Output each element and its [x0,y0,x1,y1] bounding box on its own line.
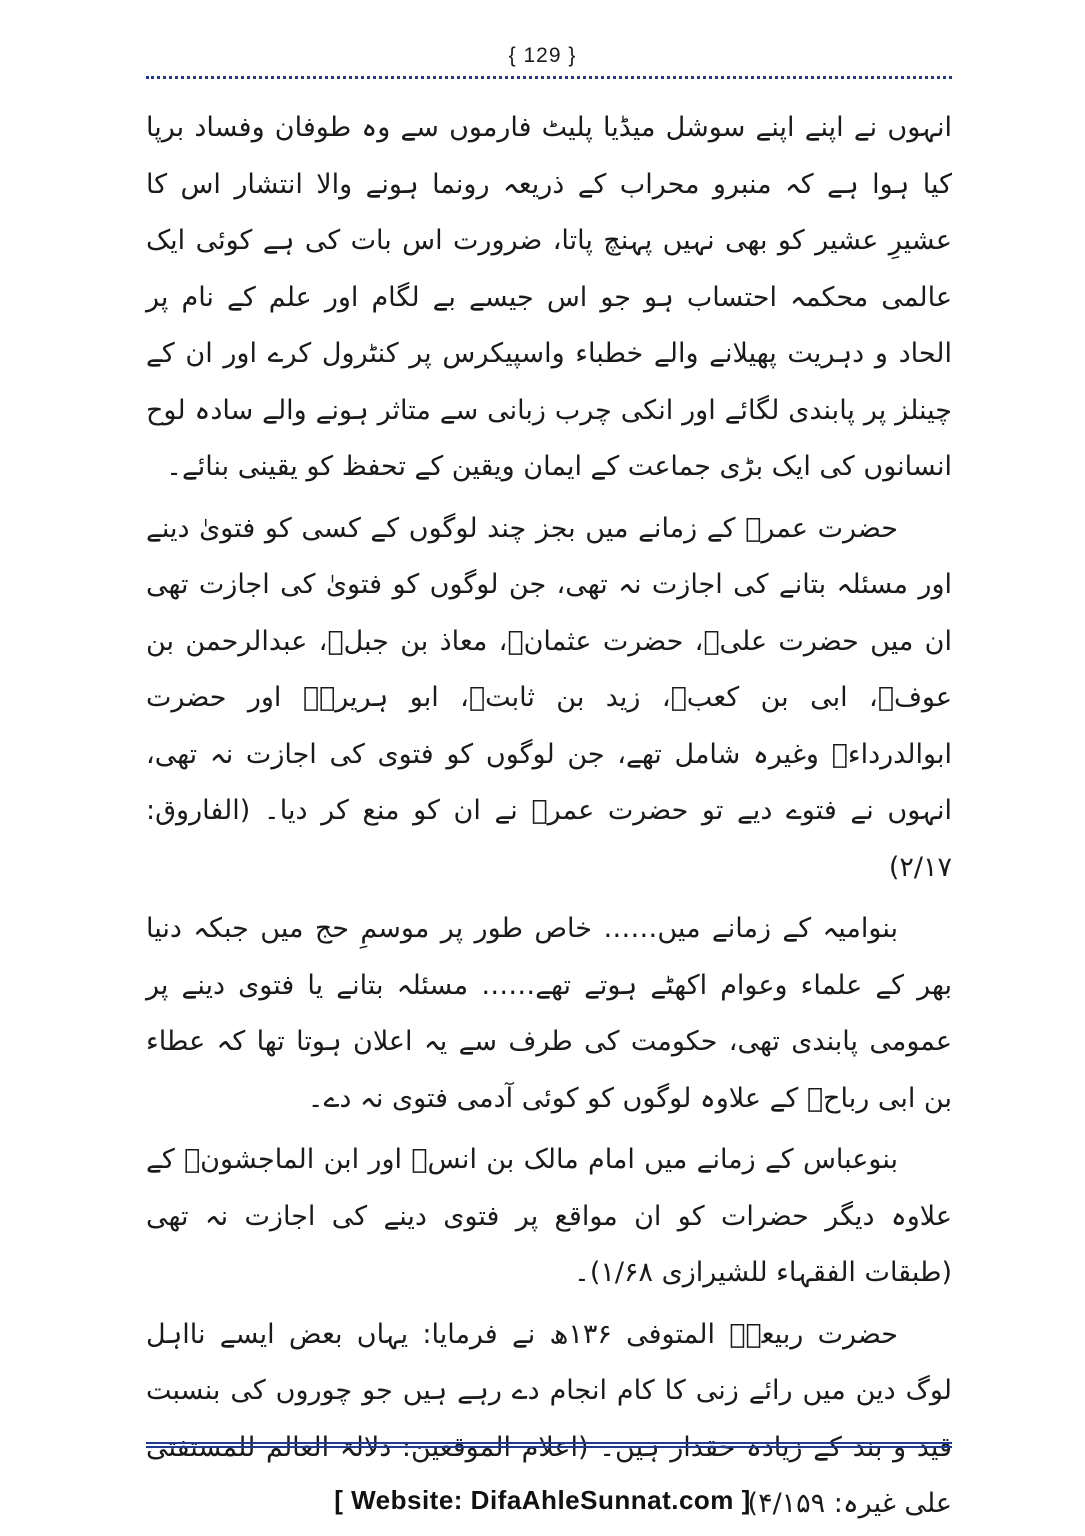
footer-double-divider [146,1442,952,1448]
website-footer: [ Website: DifaAhleSunnat.com ] [334,1485,751,1515]
paragraph-social-media: انہوں نے اپنے اپنے سوشل میڈیا پلیٹ فارموں سے وہ طوفان وفساد برپا کیا ہوا ہے کہ منبرو محراب کے ذریعہ رونما ہونے والا انتشار اس کا عشیرِ عشیر کو بھی نہیں پہنچ پاتا، ضرورت اس بات کی ہے کوئی ایک عالمی محکمہ احتساب ہو جو اس جیسے بے لگام اور علم کے نام پر الحاد و دہریت پھیلانے والے خطباء واسپیکرس پر کنٹرول کرے اور ان کے چینلز پر پابندی لگائے اور انکی چرب زبانی سے متاثر ہونے والے سادہ لوح انسانوں کی ایک بڑی جماعت کے ایمان ویقین کے تحفظ کو یقینی بنائے۔ [146,112,952,482]
paragraph-hazrat-rabia: حضرت ربیعہؒ المتوفی ۱۳۶ھ نے فرمایا: یہاں بعض ایسے نااہل لوگ دین میں رائے زنی کا کام انجام دے رہے ہیں جو چوروں کی بنسبت قید و بند کے زیادہ حقدار ہیں۔ (اعلام الموقعین: دلالۃ العالم للمستفتی علی غیرہ: ۴/۱۵۹) [146,1318,952,1519]
paragraph-banu-abbas: بنوعباس کے زمانے میں امام مالک بن انسؒ اور ابن الماجشونؒ کے علاوہ دیگر حضرات کو ان مواقع پر فتوی دینے کی اجازت نہ تھی (طبقات الفقہاء للشیرازی ۱/۶۸)۔ [146,1144,952,1288]
paragraph-banu-umayya: بنوامیہ کے زمانے میں…… خاص طور پر موسمِ حج میں جبکہ دنیا بھر کے علماء وعوام اکھٹے ہوتے تھے…… مسئلہ بتانے یا فتوی دینے پر عمومی پابندی تھی، حکومت کی طرف سے یہ اعلان ہوتا تھا کہ عطاء بن ابی رباحؒ کے علاوہ لوگوں کو کوئی آدمی فتوی نہ دے۔ [146,913,952,1114]
page-body [146,100,952,1533]
page-number: { 129 } [508,44,577,67]
paragraph-hazrat-umar: حضرت عمرؓ کے زمانے میں بجز چند لوگوں کے کسی کو فتویٰ دینے اور مسئلہ بتانے کی اجازت نہ تھی، جن لوگوں کو فتویٰ کی اجازت تھی ان میں حضرت علیؓ، حضرت عثمانؓ، معاذ بن جبلؓ، عبدالرحمن بن عوفؓ، ابی بن کعبؓ، زید بن ثابتؓ، ابو ہریرہؓ اور حضرت ابوالدرداءؓ وغیرہ شامل تھے، جن لوگوں کو فتوی کی اجازت نہ تھی، انہوں نے فتوے دیے تو حضرت عمرؓ نے ان کو منع کر دیا۔ (الفاروق: ۲/۱۷) [146,512,952,883]
header-dotted-divider [146,76,952,79]
